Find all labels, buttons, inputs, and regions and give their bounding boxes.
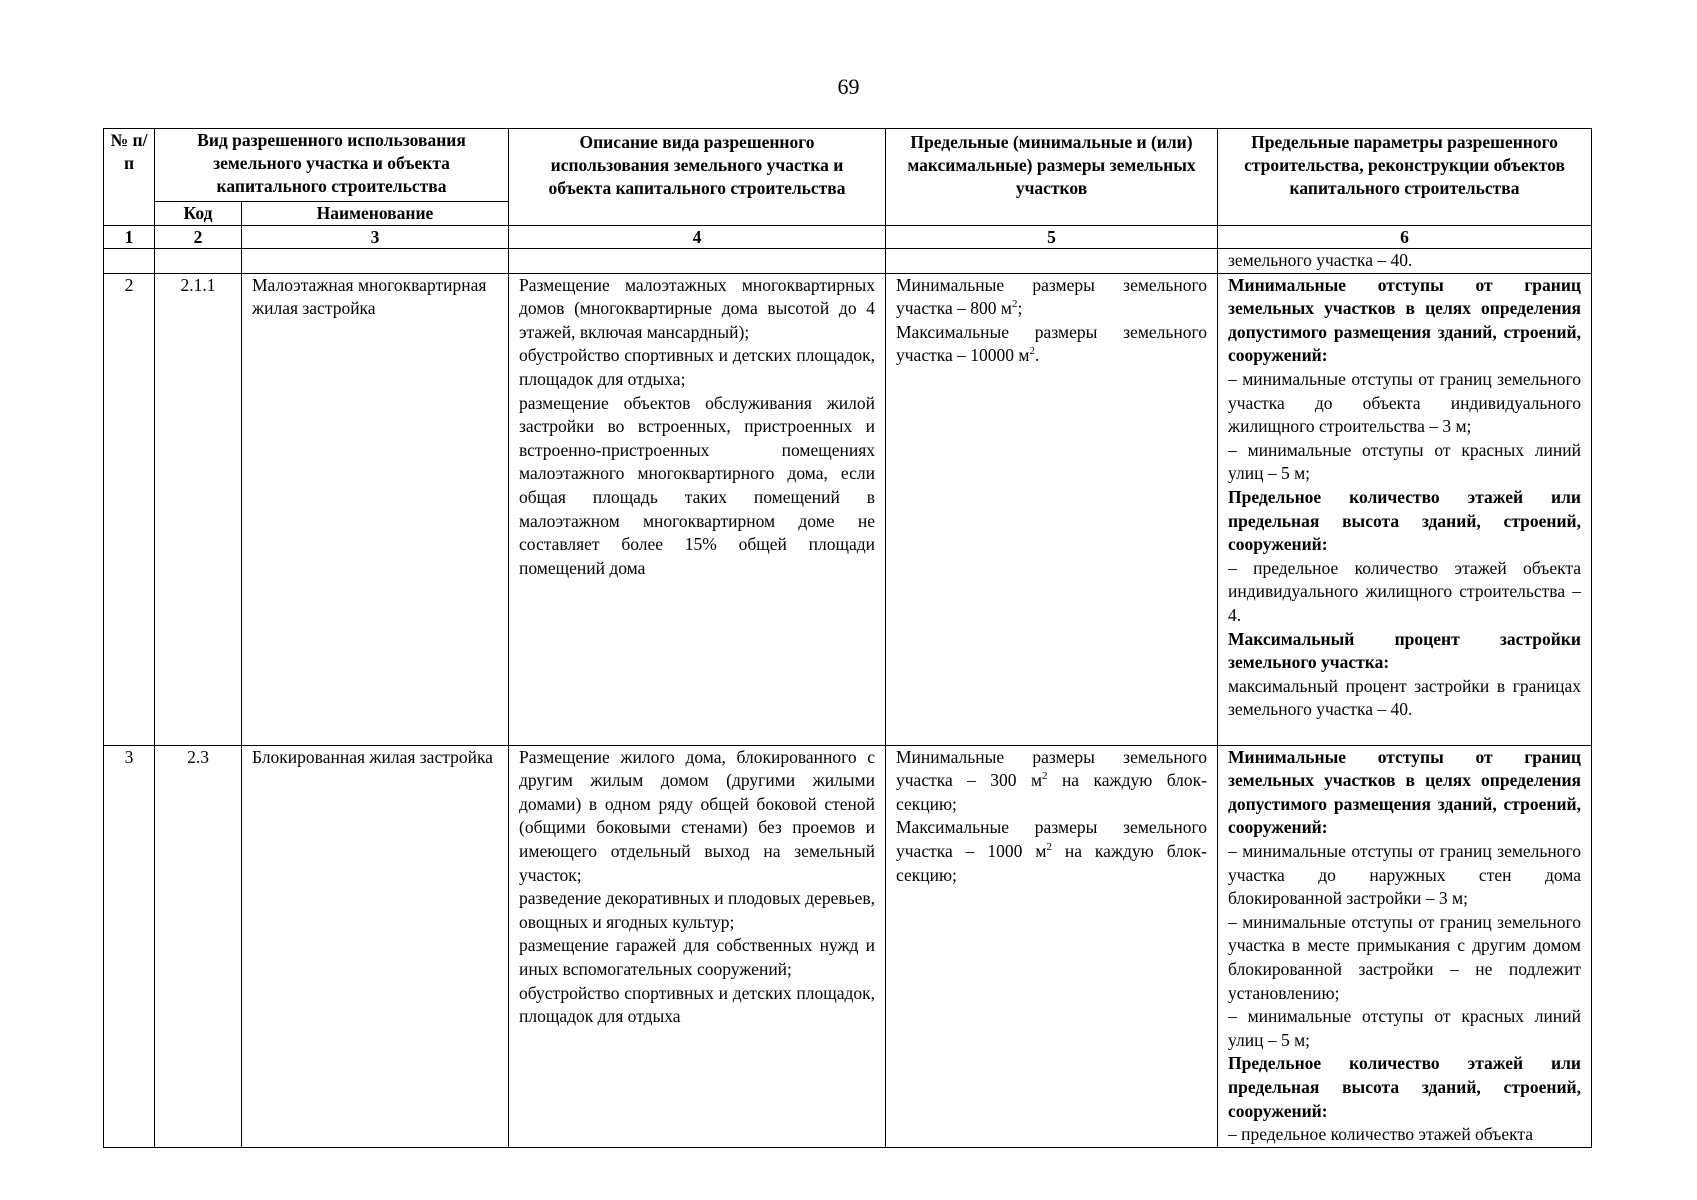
- param-heading: Предельное количество этажей или предельная высота зданий, строений, сооружений:: [1228, 1053, 1581, 1121]
- header-code: Код: [155, 202, 242, 226]
- param-item: – предельное количество этажей объекта: [1228, 1124, 1533, 1145]
- description-paragraph: размещение объектов обслуживания жилой застройки во встроенных, пристроенных и встроенно-пристроенных помещениях малоэтажного многоквартирного дома, если общая площадь таких помещений в малоэтажном многоквартирном доме не составляет более 15% общей площади помещений дома: [519, 392, 875, 578]
- size-min: Минимальные размеры земельного участка – 800 $м^2$;: [896, 274, 1207, 319]
- row-parameters: [1218, 273, 1592, 745]
- row-name: Малоэтажная многоквартирная жилая застройка: [242, 273, 509, 745]
- row-description: [509, 745, 886, 1147]
- continuation-text: земельного участка – 40.: [1218, 249, 1592, 274]
- param-item: – минимальные отступы от границ земельного участка до объекта индивидуального жилищного строительства – 3 м;: [1228, 368, 1581, 437]
- row-number: 2: [104, 273, 155, 745]
- row-code: 2.1.1: [155, 273, 242, 745]
- column-number: 2: [155, 226, 242, 249]
- header-name: Наименование: [242, 202, 509, 226]
- size-min: Минимальные размеры земельного участка – 300 $м^2$ на каждую блок-секцию;: [896, 746, 1207, 814]
- continuation-row: [104, 249, 1592, 274]
- param-heading: Минимальные отступы от границ земельных участков в целях определения допустимого размещения зданий, строений, сооружений:: [1228, 746, 1581, 838]
- row-parameters: [1218, 745, 1592, 1147]
- param-item: – предельное количество этажей объекта индивидуального жилищного строительства – 4.: [1228, 557, 1581, 625]
- param-item: максимальный процент застройки в границах земельного участка – 40.: [1228, 675, 1581, 720]
- column-number: 3: [242, 226, 509, 249]
- description-paragraph: Размещение жилого дома, блокированного с другим жилым домом (другими жилыми домами) в одном ряду общей боковой стеной (общими боковыми стенами) без проемов и имеющего отдельный выход на земельный участок;: [519, 746, 875, 885]
- header-parameters: Предельные параметры разрешенного строительства, реконструкции объектов капитального строительства: [1218, 129, 1592, 226]
- table-row: [104, 745, 1592, 1147]
- size-max: Максимальные размеры земельного участка – 10000 $м^2$.: [896, 321, 1207, 366]
- description-paragraph: Размещение малоэтажных многоквартирных домов (многоквартирные дома высотой до 4 этажей, включая мансардный);: [519, 274, 875, 342]
- header-num: № п/п: [104, 129, 155, 226]
- column-number: 6: [1218, 226, 1592, 249]
- param-item: – минимальные отступы от границ земельного участка в месте примыкания с другим домом блокированной застройки – не подлежит установлению;: [1228, 911, 1581, 1003]
- table-row: [104, 273, 1592, 745]
- row-description: [509, 273, 886, 745]
- description-paragraph: обустройство спортивных и детских площадок, площадок для отдыха;: [519, 345, 875, 389]
- column-number: 4: [509, 226, 886, 249]
- param-heading: Максимальный процент застройки земельного участка:: [1228, 628, 1581, 673]
- description-paragraph: размещение гаражей для собственных нужд и иных вспомогательных сооружений;: [519, 935, 875, 979]
- column-number-row: [104, 226, 1592, 249]
- column-number: 5: [886, 226, 1218, 249]
- param-heading: Минимальные отступы от границ земельных участков в целях определения допустимого размещения зданий, строений, сооружений:: [1228, 274, 1581, 366]
- row-name: Блокированная жилая застройка: [242, 745, 509, 1147]
- column-number: 1: [104, 226, 155, 249]
- header-sizes: Предельные (минимальные и (или) максимальные) размеры земельных участков: [886, 129, 1218, 226]
- description-paragraph: разведение декоративных и плодовых деревьев, овощных и ягодных культур;: [519, 888, 876, 932]
- size-max: Максимальные размеры земельного участка – 1000 $м^2$ на каждую блок-секцию;: [896, 817, 1207, 885]
- param-item: – минимальные отступы от красных линий улиц – 5 м;: [1228, 439, 1581, 484]
- param-item: – минимальные отступы от границ земельного участка до наружных стен дома блокированной застройки – 3 м;: [1228, 840, 1581, 909]
- param-item: – минимальные отступы от красных линий улиц – 5 м;: [1228, 1006, 1581, 1050]
- land-use-table: [103, 128, 1592, 1148]
- description-paragraph: обустройство спортивных и детских площадок, площадок для отдыха: [519, 982, 875, 1027]
- row-code: 2.3: [155, 745, 242, 1147]
- header-row: [104, 129, 1592, 202]
- header-vid: Вид разрешенного использования земельного участка и объекта капитального строительства: [155, 129, 509, 202]
- row-sizes: [886, 745, 1218, 1147]
- header-description: Описание вида разрешенного использования земельного участка и объекта капитального строительства: [509, 129, 886, 226]
- row-sizes: [886, 273, 1218, 745]
- param-heading: Предельное количество этажей или предельная высота зданий, строений, сооружений:: [1228, 486, 1581, 555]
- row-number: 3: [104, 745, 155, 1147]
- page-number: 69: [837, 74, 860, 99]
